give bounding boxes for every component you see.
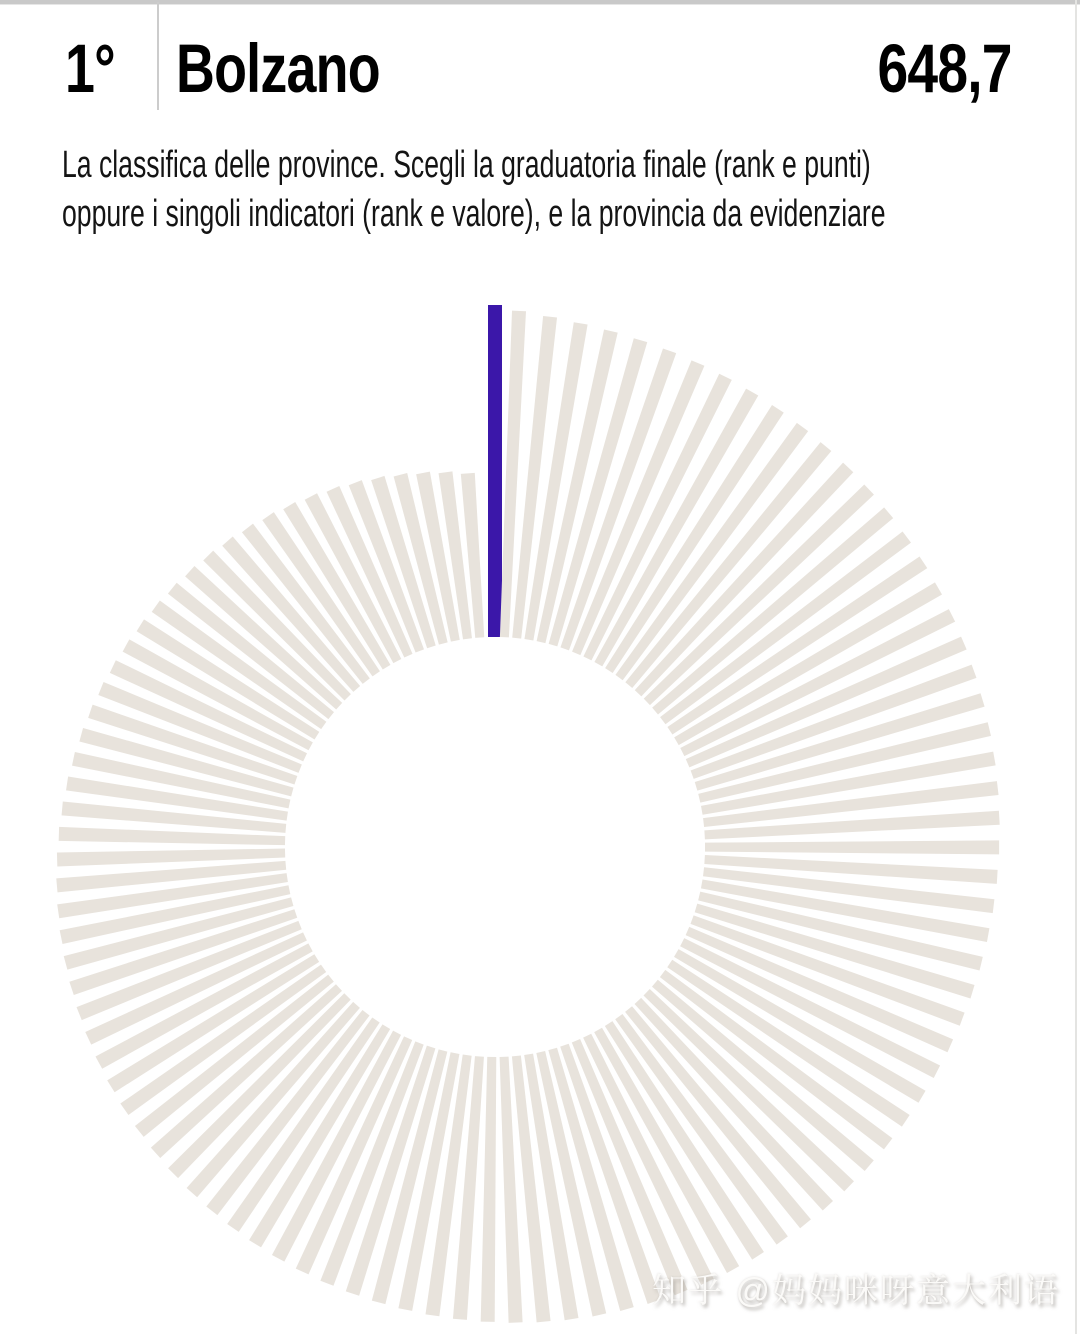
highlighted-province-bar-rank-1[interactable] [488, 305, 502, 637]
province-bar-rank-55[interactable] [481, 1057, 499, 1322]
province-bar-rank-81[interactable] [57, 846, 285, 867]
rank-number: 1° [65, 30, 115, 107]
chart-description-line-2: oppure i singoli indicatori (rank e valore), e la provincia da evidenziare [62, 193, 886, 235]
province-bar-rank-28[interactable] [705, 840, 999, 854]
points-value: 648,7 [877, 30, 1012, 107]
province-name: Bolzano [176, 30, 380, 107]
chart-description-line-1: La classifica delle province. Scegli la graduatoria finale (rank e punti) [62, 144, 871, 186]
watermark: 知乎 @妈妈咪呀意大利语 [652, 1272, 1060, 1310]
